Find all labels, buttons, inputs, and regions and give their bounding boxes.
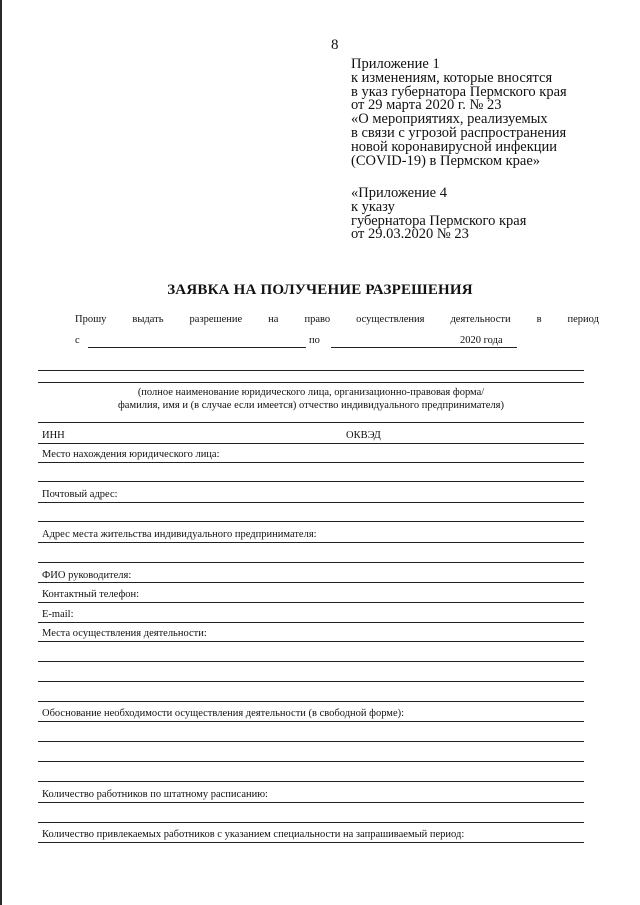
period-year: 2020 года <box>460 335 503 346</box>
period-from-label: с <box>75 335 80 346</box>
appendix-1-line: (COVID-19) в Пермском крае» <box>351 152 541 169</box>
appendix-1-line: в указ губернатора Пермского края <box>351 83 567 100</box>
appendix-1-line: к изменениям, которые вносятся <box>351 69 553 86</box>
postal-address-label: Почтовый адрес: <box>42 489 118 500</box>
page-number: 8 <box>331 37 339 53</box>
period-to-label: по <box>309 335 320 346</box>
places-line[interactable] <box>38 701 584 702</box>
staff-count-line[interactable] <box>38 802 584 803</box>
justification-line[interactable] <box>38 761 584 762</box>
email-label: E-mail: <box>42 609 74 620</box>
request-word: осуществления <box>356 314 425 325</box>
places-label: Места осуществления деятельности: <box>42 628 207 639</box>
justification-label: Обоснование необходимости осуществления деятельности (в свободной форме): <box>42 708 405 719</box>
places-line[interactable] <box>38 661 584 662</box>
appendix-1-header <box>351 58 567 168</box>
inn-okved-line[interactable] <box>38 443 584 444</box>
okved-label: ОКВЭД <box>346 430 381 441</box>
period-to-field[interactable] <box>331 347 517 348</box>
request-word: в <box>536 314 542 325</box>
request-word: период <box>567 314 599 325</box>
workers-count-label: Количество привлекаемых работников с указанием специальности на запрашиваемый период: <box>42 829 465 840</box>
caption-line: фамилия, имя и (в случае если имеется) отчество индивидуального предпринимателя) <box>117 400 504 411</box>
inn-label: ИНН <box>42 430 65 441</box>
period-row <box>75 333 525 349</box>
org-name-line[interactable] <box>38 370 584 371</box>
justification-line[interactable] <box>38 781 584 782</box>
phone-line[interactable] <box>38 602 584 603</box>
staff-count-label: Количество работников по штатному расписанию: <box>42 789 268 800</box>
request-word: право <box>304 314 331 325</box>
appendix-4-line: «Приложение 4 <box>351 185 447 201</box>
legal-address-line[interactable] <box>38 462 584 463</box>
appendix-4-header <box>351 187 526 242</box>
caption-line: (полное наименование юридического лица, организационно-правовая форма/ <box>137 387 485 398</box>
postal-address-line[interactable] <box>38 521 584 522</box>
director-label: ФИО руководителя: <box>42 570 132 581</box>
ip-address-line[interactable] <box>38 562 584 563</box>
request-word: Прошу <box>75 314 107 325</box>
request-word: на <box>268 314 279 325</box>
ip-address-label: Адрес места жительства индивидуального предпринимателя: <box>42 529 317 540</box>
postal-address-line[interactable] <box>38 502 584 503</box>
justification-line[interactable] <box>38 721 584 722</box>
places-line[interactable] <box>38 681 584 682</box>
form-title: ЗАЯВКА НА ПОЛУЧЕНИЕ РАЗРЕШЕНИЯ <box>167 282 473 298</box>
appendix-1-line: в связи с угрозой распространения <box>351 124 567 141</box>
request-sentence <box>75 314 599 325</box>
appendix-4-line: к указу <box>351 198 395 215</box>
appendix-4-line: от 29.03.2020 № 23 <box>351 226 469 243</box>
ip-address-line[interactable] <box>38 542 584 543</box>
scan-left-edge <box>0 0 2 905</box>
email-line[interactable] <box>38 622 584 623</box>
org-name-line[interactable] <box>38 382 584 383</box>
appendix-1-line: «О мероприятиях, реализуемых <box>351 111 548 128</box>
request-word: разрешение <box>189 314 243 325</box>
section-divider <box>38 422 584 423</box>
phone-label: Контактный телефон: <box>42 589 140 600</box>
legal-address-label: Место нахождения юридического лица: <box>42 449 220 460</box>
legal-address-line[interactable] <box>38 481 584 482</box>
request-word: выдать <box>132 314 164 325</box>
period-from-field[interactable] <box>88 347 306 348</box>
places-line[interactable] <box>38 641 584 642</box>
appendix-1-line: новой коронавирусной инфекции <box>351 138 558 155</box>
appendix-4-line: губернатора Пермского края <box>351 212 527 229</box>
workers-count-line[interactable] <box>38 842 584 843</box>
staff-count-line[interactable] <box>38 822 584 823</box>
appendix-1-line: от 29 марта 2020 г. № 23 <box>351 97 502 114</box>
justification-line[interactable] <box>38 741 584 742</box>
org-name-caption <box>38 386 584 412</box>
request-word: деятельности <box>450 314 511 325</box>
director-line[interactable] <box>38 582 584 583</box>
appendix-1-line: Приложение 1 <box>351 56 440 72</box>
